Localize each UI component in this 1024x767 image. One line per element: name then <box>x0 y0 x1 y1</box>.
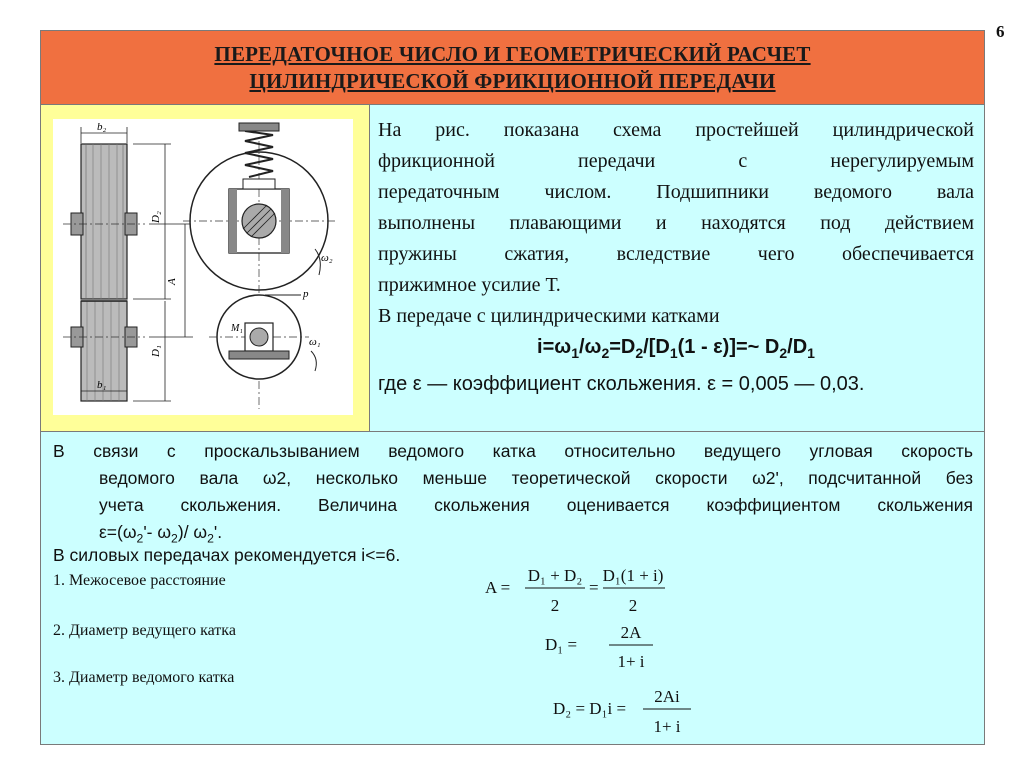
center-distance-den1: 2 <box>550 596 560 615</box>
label-M1: M₁ <box>231 323 243 334</box>
label-b2: b₂ <box>97 121 107 133</box>
driven-diameter-den: 1+ i <box>653 717 681 736</box>
page-number: 6 <box>996 22 1005 41</box>
label-b1: b₁ <box>97 379 107 391</box>
drive-diameter-den: 1+ i <box>617 652 645 671</box>
label-omega1: ω₁ <box>309 336 321 348</box>
center-distance-eq: = <box>589 578 599 597</box>
description-line-6: прижимное усилие Т. <box>378 274 561 296</box>
driven-roller-side-view <box>63 144 145 299</box>
formula-drive-diameter <box>541 618 671 674</box>
item-center-distance: 1. Межосевое расстояние <box>53 572 226 589</box>
center-distance-num1: D₁ + D₂ <box>527 566 583 585</box>
slide <box>40 30 985 745</box>
slip-paragraph <box>53 438 973 553</box>
description-line-3: передаточным числом. Подшипники ведомого вала <box>378 181 974 203</box>
slip-line-2: ведомого вала ω2, несколько меньше теоретической скорости ω2', подсчитанной без <box>99 468 973 488</box>
slip-line-1: В связи с проскальзыванием ведомого катка относительно ведущего угловая скорость <box>53 441 973 461</box>
center-distance-lhs: A = <box>485 578 511 597</box>
drive-diameter-num: 2A <box>620 623 642 642</box>
description-line-5: пружины сжатия, вследствие чего обеспечивается <box>378 243 974 265</box>
figure-panel <box>53 119 353 415</box>
figure-cell <box>41 105 370 432</box>
gear-ratio-formula: $i=\omega_1/\omega_2=D_2/[D_1(1$ - ε)]=~ $D_2/D_1$ <box>537 336 815 361</box>
friction-drive-diagram <box>53 119 353 415</box>
drive-diameter-lhs: D₁ = <box>545 635 578 654</box>
title-line-2: ЦИЛИНДРИЧЕСКОЙ ФРИКЦИОННОЙ ПЕРЕДАЧИ <box>249 68 776 93</box>
driven-diameter-num: 2Ai <box>654 687 680 706</box>
label-D2: D₂ <box>150 211 162 223</box>
drive-roller-front-view <box>209 295 309 379</box>
description-line-1: На рис. показана схема простейшей цилиндрической <box>378 119 974 141</box>
label-p: p <box>303 288 309 300</box>
center-distance-num2: D₁(1 + i) <box>602 566 664 585</box>
slip-line-3: учета скольжения. Величина скольжения оценивается коэффициентом скольжения <box>99 495 973 515</box>
description-cell <box>370 105 984 432</box>
formula-center-distance <box>481 559 671 617</box>
formula-driven-diameter <box>549 682 709 740</box>
label-omega2: ω₂ <box>321 252 333 264</box>
description-line-4: выполнены плавающими и находятся под действием <box>378 212 974 234</box>
center-distance-den2: 2 <box>628 596 638 615</box>
description-text <box>378 115 974 400</box>
driven-diameter-lhs: D₂ = D₁i = <box>553 699 627 718</box>
slip-coefficient-line: где ε — коэффициент скольжения. ε = 0,005 — 0,03. <box>378 373 865 395</box>
label-D1: D₁ <box>150 345 162 357</box>
title-line-1: ПЕРЕДАТОЧНОЕ ЧИСЛО И ГЕОМЕТРИЧЕСКИЙ РАСЧЕТ <box>214 41 811 66</box>
slip-equation: $\varepsilon=(\omega_2'-$ $\omega_2)/$ $\omega_2'$. <box>99 522 223 546</box>
description-line-2: фрикционной передачи с нерегулируемым <box>378 150 974 172</box>
label-A: A <box>166 278 178 285</box>
item-driven-diameter: 3. Диаметр ведомого катка <box>53 669 235 686</box>
recommendation: В силовых передачах рекомендуется i<=6. <box>53 545 401 565</box>
title-bar <box>41 31 984 105</box>
description-intro: В передаче с цилиндрическими катками <box>378 305 720 327</box>
item-drive-diameter: 2. Диаметр ведущего катка <box>53 622 236 639</box>
lower-cell <box>41 432 984 744</box>
